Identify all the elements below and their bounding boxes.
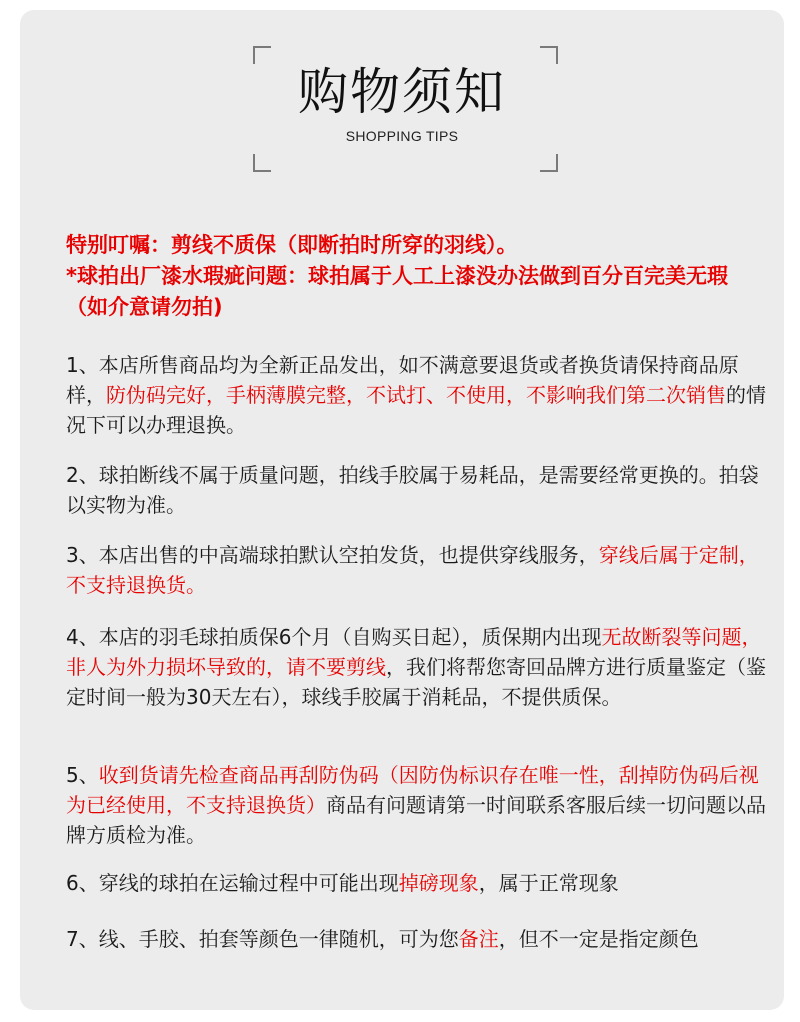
tip-text: ，属于正常现象 xyxy=(478,871,619,895)
tip-item-7 xyxy=(66,924,766,954)
tip-item-2 xyxy=(66,460,766,520)
page-subtitle: SHOPPING TIPS xyxy=(345,128,459,144)
tip-highlight: 掉磅现象 xyxy=(398,871,479,895)
notice-line-1: 特别叮嘱：剪线不质保（即断拍时所穿的羽线）。 xyxy=(66,233,518,257)
tip-item-5 xyxy=(66,760,766,850)
tip-highlight: 无故断裂等问题，非人为外力损坏导致的，请不要剪线 xyxy=(66,625,762,679)
tip-item-6 xyxy=(66,868,766,898)
tip-highlight: 收到货请先检查商品再刮防伪码（因防伪标识存在唯一性，刮掉防伪码后视为已经使用，不支持退换货） xyxy=(66,763,759,817)
tip-text: 商品有问题请第一时间联系客服后续一切问题以品牌方质检为准。 xyxy=(66,793,766,847)
tip-highlight: 穿线后属于定制，不支持退换货。 xyxy=(66,543,759,597)
tip-text: 3、本店出售的中高端球拍默认空拍发货，也提供穿线服务， xyxy=(66,543,599,567)
corner-bracket-bottom-right xyxy=(540,154,558,172)
page-title: 购物须知 xyxy=(298,63,506,121)
notice-line-2: *球拍出厂漆水瑕疵问题：球拍属于人工上漆没办法做到百分百完美无瑕（如介意请勿拍) xyxy=(66,264,728,319)
tip-highlight: 防伪码完好，手柄薄膜完整，不试打、不使用，不影响我们第二次销售 xyxy=(106,383,726,407)
shopping-tips-card xyxy=(20,10,784,1010)
tip-text: 5、 xyxy=(66,763,99,787)
tip-item-4 xyxy=(66,622,766,712)
tip-text: ，我们将帮您寄回品牌方进行质量鉴定（鉴定时间一般为30天左右），球线手胶属于消耗品，不提供质保。 xyxy=(66,655,766,709)
tip-highlight: 备注 xyxy=(458,927,499,951)
tip-item-3 xyxy=(66,540,766,600)
tip-text: 2、球拍断线不属于质量问题，拍线手胶属于易耗品，是需要经常更换的。拍袋以实物为准。 xyxy=(66,463,759,517)
tip-text: 4、本店的羽毛球拍质保6个月（自购买日起），质保期内出现 xyxy=(66,625,602,649)
special-notice xyxy=(66,230,766,323)
tip-text: 6、穿线的球拍在运输过程中可能出现 xyxy=(66,871,399,895)
tip-text: 的情况下可以办理退换。 xyxy=(66,383,766,437)
tip-text: 1、本店所售商品均为全新正品发出，如不满意要退货或者换货请保持商品原样， xyxy=(66,353,739,407)
tip-text: 7、线、手胶、拍套等颜色一律随机，可为您 xyxy=(66,927,459,951)
tip-text: ，但不一定是指定颜色 xyxy=(498,927,699,951)
corner-bracket-bottom-left xyxy=(253,154,271,172)
tip-item-1 xyxy=(66,350,766,440)
